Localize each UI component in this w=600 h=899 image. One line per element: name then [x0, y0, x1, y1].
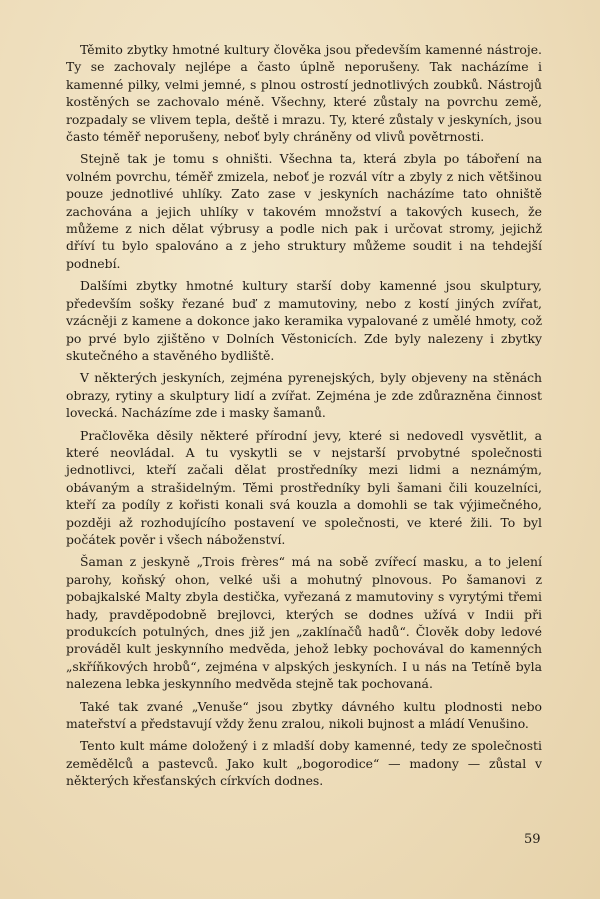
paragraph-7: Také tak zvané „Venuše“ jsou zbytky dávného kultu plodnosti nebo mateřství a představují vždy ženu zralou, nikoli bujnost a mládí Venušino. [66, 698, 542, 732]
paragraph-5: Pračlověka děsily některé přírodní jevy, které si nedovedl vysvětlit, a které neovládal. A tu vyskytli se v nejstarší prvobytné společnosti jednotlivci, kteří začali dělat prostředníky mezi lidmi a neznámým, obávaným a strašidelným. Těmi prostředníky byli šamani čili kouzelníci, kteří za podíly z kořisti konali svá kouzla a domohli se tak výjimečného, později až rozhodujícího postavení ve společnosti, ve které žili. To byl počátek pověr i všech náboženství. [66, 427, 542, 547]
paragraph-1: Těmito zbytky hmotné kultury člověka jsou především kamenné nástroje. Ty se zachovaly nejlépe a často úplně neporušeny. Tak nacházíme i kamenné pilky, velmi jemné, s plnou ostrostí jednotlivých zoubků. Nástrojů kostěných se zachovalo méně. Všechny, které zůstaly na povrchu země, rozpadaly se vlivem tepla, deště i mrazu. Ty, které zůstaly v jeskyních, jsou často téměř neporušeny, neboť byly chráněny od vlivů povětrnosti. [66, 42, 542, 145]
paragraph-4: V některých jeskyních, zejména pyrenejských, byly objeveny na stěnách obrazy, rytiny a skulptury lidí a zvířat. Zejména je zde zdůrazněna činnost lovecká. Nacházíme zde i masky šamanů. [66, 370, 542, 421]
paragraph-8: Tento kult máme doložený i z mladší doby kamenné, tedy ze společnosti zemědělců a pastevců. Jako kult „bogorodice“ — madony — zůstal v některých křesťanských církvích dodnes. [66, 738, 542, 789]
body-text [66, 41, 542, 795]
page-number: 59 [524, 832, 541, 847]
paragraph-2: Stejně tak je tomu s ohništi. Všechna ta, která zbyla po táboření na volném povrchu, téměř zmizela, neboť je rozvál vítr a zbyly z nich většinou pouze jednotlivé uhlíky. Zato zase v jeskyních nacházíme tato ohniště zachována a jejich uhlíky v takovém množství a takových kusech, že můžeme z nich dělat výbrusy a podle nich pak i určovat stromy, jejichž dříví tu bylo spalováno a z jeho struktury můžeme soudit i na tehdejší podnebí. [66, 151, 542, 271]
paragraph-3: Dalšími zbytky hmotné kultury starší doby kamenné jsou skulptury, především sošky řezané buď z mamutoviny, nebo z kostí jiných zvířat, vzácněji z kamene a dokonce jako keramika vypalované z umělé hmoty, což po prvé bylo zjištěno v Dolních Věstonicích. Zde byly nalezeny i zbytky skutečného a stavěného bydliště. [66, 278, 542, 363]
paragraph-6: Šaman z jeskyně „Trois frères“ má na sobě zvířecí masku, a to jelení parohy, koňský ohon, velké uši a mohutný plnovous. Po šamanovi z pobajkalské Malty zbyla destička, vyřezaná z mamutoviny s vyrytými třemi hady, pravděpodobně brejlovci, kterých se dodnes užívá v Indii při produkcích potulných, dnes již jen „zaklínačů hadů“. Člověk doby ledové prováděl kult jeskynního medvěda, jehož lebky pochovával do kamenných „skříňkových hrobů“, zejména v alpských jeskyních. I u nás na Tetíně byla nalezena lebka jeskynního medvěda stejně tak pochovaná. [66, 554, 542, 692]
